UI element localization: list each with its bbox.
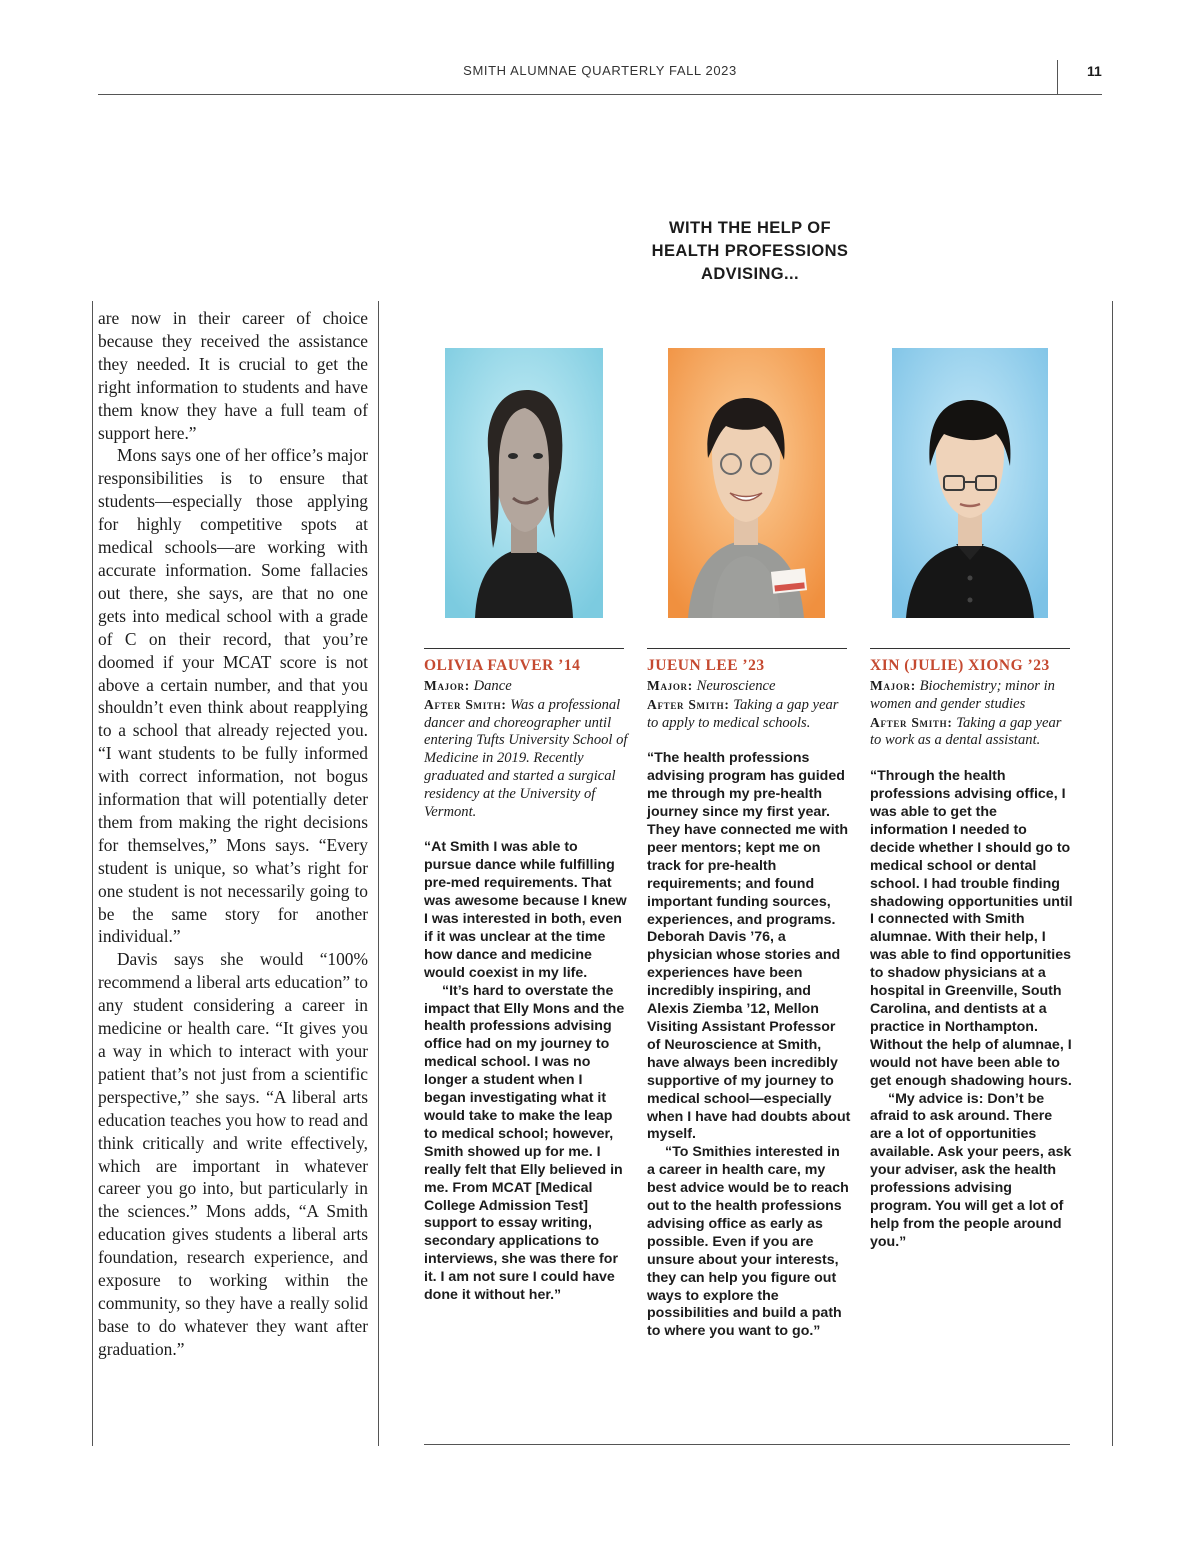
profile-quote [424, 839, 628, 1305]
profile-rule [870, 648, 1070, 649]
portrait-xin-julie-xiong [892, 348, 1048, 618]
quote-paragraph: “My advice is: Don’t be afraid to ask around. There are a lot of opportunities available. Ask your peers, ask your adviser, ask the health professions advising program. You will get a lot of help from the people around you.” [870, 1090, 1072, 1250]
major-value: Dance [473, 678, 512, 694]
column-rule-right [1112, 301, 1113, 1446]
major-label: Major: [424, 678, 470, 693]
header-rule [98, 94, 1102, 95]
major-label: Major: [647, 678, 693, 693]
profile-after [870, 714, 1074, 751]
body-paragraph: Mons says one of her office’s major responsibilities is to ensure that students—especially those applying for highly competitive spots at medical schools—are working with accurate information. Some fallacies out there, she says, are that no one gets into medical school with a grade of C on their record, that you’re doomed if your MCAT score is not above a certain number, and that you shouldn’t even think about reapplying to a school that already rejected you. “I want students to be fully informed with correct information, not bogus information that will potentially deter them from making the right decisions for themselves,” Mons says. “Every student is unique, so what’s right for one student is not necessarily going to be the same story for another individual.” [98, 445, 368, 947]
profile-xin-julie-xiong [870, 657, 1074, 1252]
profile-olivia-fauver [424, 657, 628, 1305]
profile-name: XIN (JULIE) XIONG ’23 [870, 657, 1050, 674]
body-paragraph: are now in their career of choice because they received the assistance they needed. It is crucial to get the right information to students and have them know they have a full team of support here.” [98, 308, 368, 443]
after-value: Was a professional dancer and choreographer until entering Tufts University School of Medicine in 2019. Recently graduated and started a surgical residency at the University of Vermont. [424, 696, 628, 820]
profile-name: OLIVIA FAUVER ’14 [424, 657, 581, 674]
header-divider [1057, 60, 1058, 95]
article-body [98, 307, 368, 1361]
section-heading-line: HEALTH PROFESSIONS [651, 242, 849, 260]
profile-after [647, 696, 851, 733]
quote-paragraph: “It’s hard to overstate the impact that Elly Mons and the health professions advising office had on my journey to medical school. I was no longer a student when I began investigating what it would take to make the leap to medical school; however, Smith showed up for me. I really felt that Elly believed in me. From MCAT [Medical College Admission Test] support to essay writing, secondary applications to interviews, she was there for it. I am not sure I could have done it without her.” [424, 982, 625, 1304]
profile-meta [647, 677, 851, 732]
column-rule-middle [378, 301, 379, 1446]
profile-jueun-lee [647, 657, 851, 1341]
profile-major [870, 677, 1074, 714]
profile-meta [870, 677, 1074, 750]
section-heading-line: ADVISING... [701, 265, 799, 283]
major-label: Major: [870, 678, 916, 693]
profile-quote [647, 750, 851, 1341]
after-value: Taking a gap year to work as a dental assistant. [870, 714, 1062, 749]
profile-name: JUEUN LEE ’23 [647, 657, 765, 674]
profile-after [424, 696, 628, 822]
profile-rule [424, 648, 624, 649]
profile-rule [647, 648, 847, 649]
profile-major [424, 677, 628, 696]
profile-major [647, 677, 851, 696]
portrait-olivia-fauver [445, 348, 603, 618]
column-rule-left [92, 301, 93, 1446]
body-paragraph: Davis says she would “100% recommend a liberal arts education” to any student considering a career in medicine or health care. “It gives you a way in which to interact with your patient that’s not just from a scientific perspective,” she says. “A liberal arts education teaches you how to read and think critically and write effectively, which are important in whatever career you go into, but particularly in the sciences.” Mons adds, “A Smith education gives students a liberal arts foundation, research experience, and exposure to working within the community, so they have a really solid base to do whatever they want after graduation.” [98, 949, 368, 1359]
bottom-rule [424, 1444, 1070, 1445]
profile-quote [870, 768, 1074, 1251]
quote-paragraph: “Through the health professions advising office, I was able to get the information I needed to decide whether I should go to medical school or dental school. I had trouble finding shadowing opportunities until I connected with Smith alumnae. With their help, I was able to find opportunities to shadow physicians at a hospital in Greenville, South Carolina, and dentists at a practice in Northampton. Without the help of alumnae, I would not have been able to get enough shadowing hours. [870, 768, 1073, 1089]
section-heading [600, 217, 900, 286]
profile-meta [424, 677, 628, 821]
after-label: After Smith: [647, 696, 730, 712]
quote-paragraph: “To Smithies interested in a career in health care, my best advice would be to reach out to the health professions advising office as early as possible. Even if you are unsure about your interests, they can help you figure out ways to explore the possibilities and build a path to where you want to go.” [647, 1144, 849, 1340]
major-value: Neuroscience [696, 678, 776, 694]
quote-paragraph: “At Smith I was able to pursue dance while fulfilling pre-med requirements. That was awesome because I knew I was interested in both, even if it was unclear at the time how dance and medicine would coexist in my life. [424, 839, 627, 981]
portrait-jueun-lee [668, 348, 825, 618]
quote-paragraph: “The health professions advising program has guided me through my pre-health journey since my first year. They have connected me with peer mentors; kept me on track for pre-health requirements; and found important funding sources, experiences, and programs. Deborah Davis ’76, a physician whose stories and experiences have been incredibly inspiring, and Alexis Ziemba ’12, Mellon Visiting Assistant Professor of Neuroscience at Smith, have always been incredibly supportive of my journey to medical school—especially when I have had doubts about myself. [647, 750, 851, 1143]
after-label: After Smith: [870, 714, 953, 730]
page-number: 11 [1087, 63, 1102, 79]
after-label: After Smith: [424, 696, 507, 712]
major-value: Biochemistry; minor in women and gender studies [870, 678, 1055, 712]
section-heading-line: WITH THE HELP OF [669, 219, 831, 237]
after-value: Taking a gap year to apply to medical schools. [647, 696, 839, 731]
magazine-title: SMITH ALUMNAE QUARTERLY FALL 2023 [463, 63, 737, 78]
